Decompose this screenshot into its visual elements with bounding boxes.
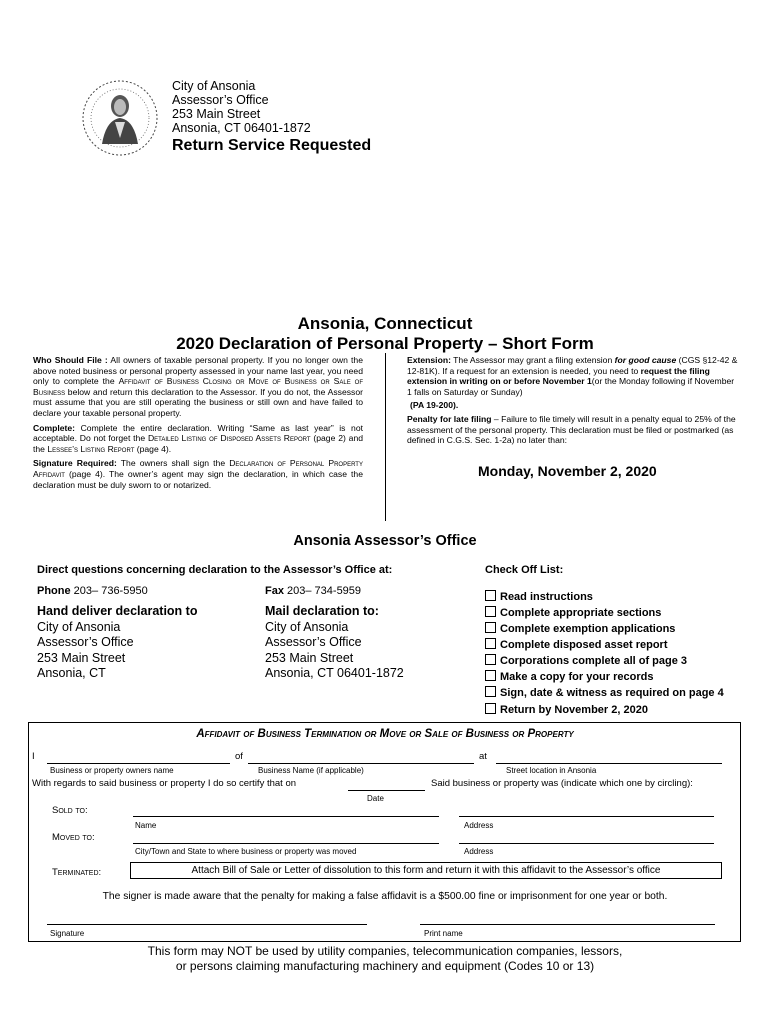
signature-field[interactable] xyxy=(47,924,367,925)
mail-label: Mail declaration to: xyxy=(265,604,379,618)
fax-value: 203– 734-5959 xyxy=(283,585,362,597)
pa-text: (PA 19-200). xyxy=(410,400,459,411)
mail-block xyxy=(265,604,404,682)
penalty-instruction xyxy=(407,414,739,446)
sold-address-field[interactable] xyxy=(459,816,714,817)
hand-address-line: Ansonia, CT xyxy=(37,666,106,680)
affidavit-title: Affidavit of Business Termination or Move or Sale of Business or Property xyxy=(196,728,574,740)
false-affidavit-penalty: The signer is made aware that the penalty for making a false affidavit is a $500.00 fine or imprisonment for one year or both. xyxy=(102,891,668,902)
hand-deliver-label: Hand deliver declaration to xyxy=(37,604,198,618)
affidavit-of: of xyxy=(235,751,243,762)
checkbox[interactable] xyxy=(485,606,496,617)
date-field[interactable] xyxy=(348,790,425,791)
phone-value: 203– 736-5950 xyxy=(70,585,148,597)
attach-note: Attach Bill of Sale or Letter of dissolution to this form and return it with this affidavit to the Assessor’s office xyxy=(130,862,722,879)
footer-line: This form may NOT be used by utility companies, telecommunication companies, lessors, xyxy=(147,944,623,958)
return-address xyxy=(172,79,311,135)
hand-address-line: Assessor’s Office xyxy=(37,635,134,649)
pa-reference xyxy=(410,400,739,411)
text: (page 2) and the xyxy=(33,433,364,454)
good-cause: for good cause xyxy=(614,355,677,365)
who-label: Who Should File : xyxy=(33,355,108,365)
said-business-text: Said business or property was (indicate which one by circling): xyxy=(431,778,693,789)
checkbox[interactable] xyxy=(485,670,496,681)
checklist-item[interactable] xyxy=(485,638,668,651)
instructions-right xyxy=(407,355,739,450)
text: All owners of taxable personal property. If you no longer own the above noted business or personal property assessed in your name last year, you need only to complete the xyxy=(33,355,363,387)
phone-label: Phone xyxy=(37,585,71,597)
text: – Failure to file timely will result in a penalty equal to 25% of the assessment of the personal property. This declaration must be filed or postmarked (as defined in C.G.S. Sec. 1-2a) no later than: xyxy=(407,413,736,446)
hand-address-line: 253 Main Street xyxy=(37,650,126,665)
checklist-label: Sign, date & witness as required on page 4 xyxy=(500,687,724,699)
text: (CGS §12-42 & 12-81K). If a request for an extension is needed, you need to xyxy=(407,355,738,376)
address-line: Assessor’s Office xyxy=(172,93,269,107)
name-caption: Name xyxy=(135,821,157,830)
sold-name-field[interactable] xyxy=(133,816,439,817)
extension-label: Extension: xyxy=(407,355,451,365)
regards-text: With regards to said business or property I do so certify that on xyxy=(32,778,297,789)
extension-deadline: request the filing extension in writing on or before November 1 xyxy=(407,365,710,387)
moved-to-option[interactable]: Moved to: xyxy=(52,832,95,843)
mail-address-line: Ansonia, CT 06401-1872 xyxy=(265,666,404,680)
checkbox[interactable] xyxy=(485,638,496,649)
checklist-item[interactable] xyxy=(485,670,653,683)
text: Complete the entire declaration. Writing “Same as last year” is not acceptable. Do not forget the xyxy=(33,422,363,444)
text: below and return this declaration to the Assessor. If you do not, the Assessor must assume that you are still operating the business or still own and have failed to declare your taxable personal property. xyxy=(33,386,363,418)
footer-line: or persons claiming manufacturing machinery and equipment (Codes 10 or 13) xyxy=(175,959,595,973)
checklist-label: Corporations complete all of page 3 xyxy=(500,655,688,667)
street-caption: Street location in Ansonia xyxy=(506,766,597,775)
penalty-label: Penalty for late filing xyxy=(407,413,492,424)
owner-name-caption: Business or property owners name xyxy=(50,766,174,775)
checklist-label: Return by November 2, 2020 xyxy=(500,704,648,716)
text: The owners shall sign the xyxy=(116,458,230,469)
date-caption: Date xyxy=(367,794,384,803)
filing-deadline: Monday, November 2, 2020 xyxy=(478,463,657,479)
address-line: City of Ansonia xyxy=(172,79,256,93)
address-line: 253 Main Street xyxy=(172,107,261,121)
checklist-item[interactable] xyxy=(485,606,661,619)
checklist-item[interactable] xyxy=(485,654,687,667)
checkbox[interactable] xyxy=(485,686,496,697)
signature-instruction xyxy=(33,458,363,490)
instructions-left xyxy=(33,355,363,494)
checklist-item[interactable] xyxy=(485,703,648,716)
phone-number xyxy=(37,585,148,597)
checklist-item[interactable] xyxy=(485,590,593,603)
who-should-file xyxy=(33,355,363,419)
fax-label: Fax xyxy=(265,585,284,597)
street-location-field[interactable] xyxy=(496,763,722,764)
address-caption-2: Address xyxy=(464,847,494,856)
complete-instruction xyxy=(33,423,363,455)
checklist-label: Read instructions xyxy=(500,591,593,603)
affidavit-ref: Affidavit of Business Closing or Move of Business or Sale of Business xyxy=(33,376,363,397)
affidavit-i: I xyxy=(32,751,35,762)
checklist-title: Check Off List: xyxy=(485,564,564,576)
business-name-caption: Business Name (if applicable) xyxy=(258,766,364,775)
affidavit-at: at xyxy=(479,751,487,762)
checkbox[interactable] xyxy=(485,622,496,633)
address-line: Ansonia, CT 06401-1872 xyxy=(172,121,311,135)
owner-name-field[interactable] xyxy=(47,763,230,764)
moved-address-field[interactable] xyxy=(459,843,714,844)
return-service-requested: Return Service Requested xyxy=(172,137,372,154)
declaration-ref: Declaration of Personal Property Affidavit xyxy=(33,458,363,479)
checkbox[interactable] xyxy=(485,703,496,714)
text: (or the Monday following if November 1 falls on Saturday or Sunday) xyxy=(407,376,735,397)
disposed-assets-ref: Detailed Listing of Disposed Assets Report xyxy=(147,433,311,444)
city-caption: City/Town and State to where business or property was moved xyxy=(135,847,357,856)
lessee-ref: Lessee’s Listing Report xyxy=(47,443,135,454)
direct-questions: Direct questions concerning declaration to the Assessor’s Office at: xyxy=(37,564,393,576)
text: (page 4). xyxy=(134,443,172,454)
signature-label: Signature Required: xyxy=(33,458,117,469)
complete-label: Complete: xyxy=(33,422,76,433)
address-caption: Address xyxy=(464,821,494,830)
fax-number xyxy=(265,585,361,597)
affidavit-box xyxy=(28,722,741,942)
checklist-label: Complete appropriate sections xyxy=(500,607,662,619)
column-divider xyxy=(385,353,386,521)
text: The Assessor may grant a filing extension xyxy=(450,355,615,365)
form-title-city: Ansonia, Connecticut xyxy=(297,314,473,333)
office-title: Ansonia Assessor’s Office xyxy=(293,533,477,549)
checklist-label: Complete exemption applications xyxy=(500,623,676,635)
mail-address-line: City of Ansonia xyxy=(265,619,349,634)
terminated-option[interactable]: Terminated: xyxy=(52,867,102,878)
form-title: 2020 Declaration of Personal Property – Short Form xyxy=(176,334,594,353)
hand-address-line: City of Ansonia xyxy=(37,619,121,634)
print-name-field[interactable] xyxy=(420,924,715,925)
checkbox[interactable] xyxy=(485,654,496,665)
checkbox[interactable] xyxy=(485,590,496,601)
business-name-field[interactable] xyxy=(248,763,474,764)
checklist-label: Make a copy for your records xyxy=(500,671,654,683)
city-seal xyxy=(80,76,160,160)
mail-address-line: Assessor’s Office xyxy=(265,635,362,649)
extension-instruction xyxy=(407,355,739,397)
signature-caption: Signature xyxy=(50,929,85,938)
print-name-caption: Print name xyxy=(424,929,463,938)
sold-to-option[interactable]: Sold to: xyxy=(52,805,88,816)
text: (page 4). The owner’s agent may sign the declaration, in which case the declaration must be duly sworn to or notarized. xyxy=(33,468,363,490)
hand-deliver-block xyxy=(37,604,197,682)
mail-address-line: 253 Main Street xyxy=(265,650,354,665)
moved-city-field[interactable] xyxy=(133,843,439,844)
checklist-label: Complete disposed asset report xyxy=(500,639,668,651)
footer-note xyxy=(0,944,770,974)
checklist-item[interactable] xyxy=(485,686,724,699)
checklist-item[interactable] xyxy=(485,622,675,635)
